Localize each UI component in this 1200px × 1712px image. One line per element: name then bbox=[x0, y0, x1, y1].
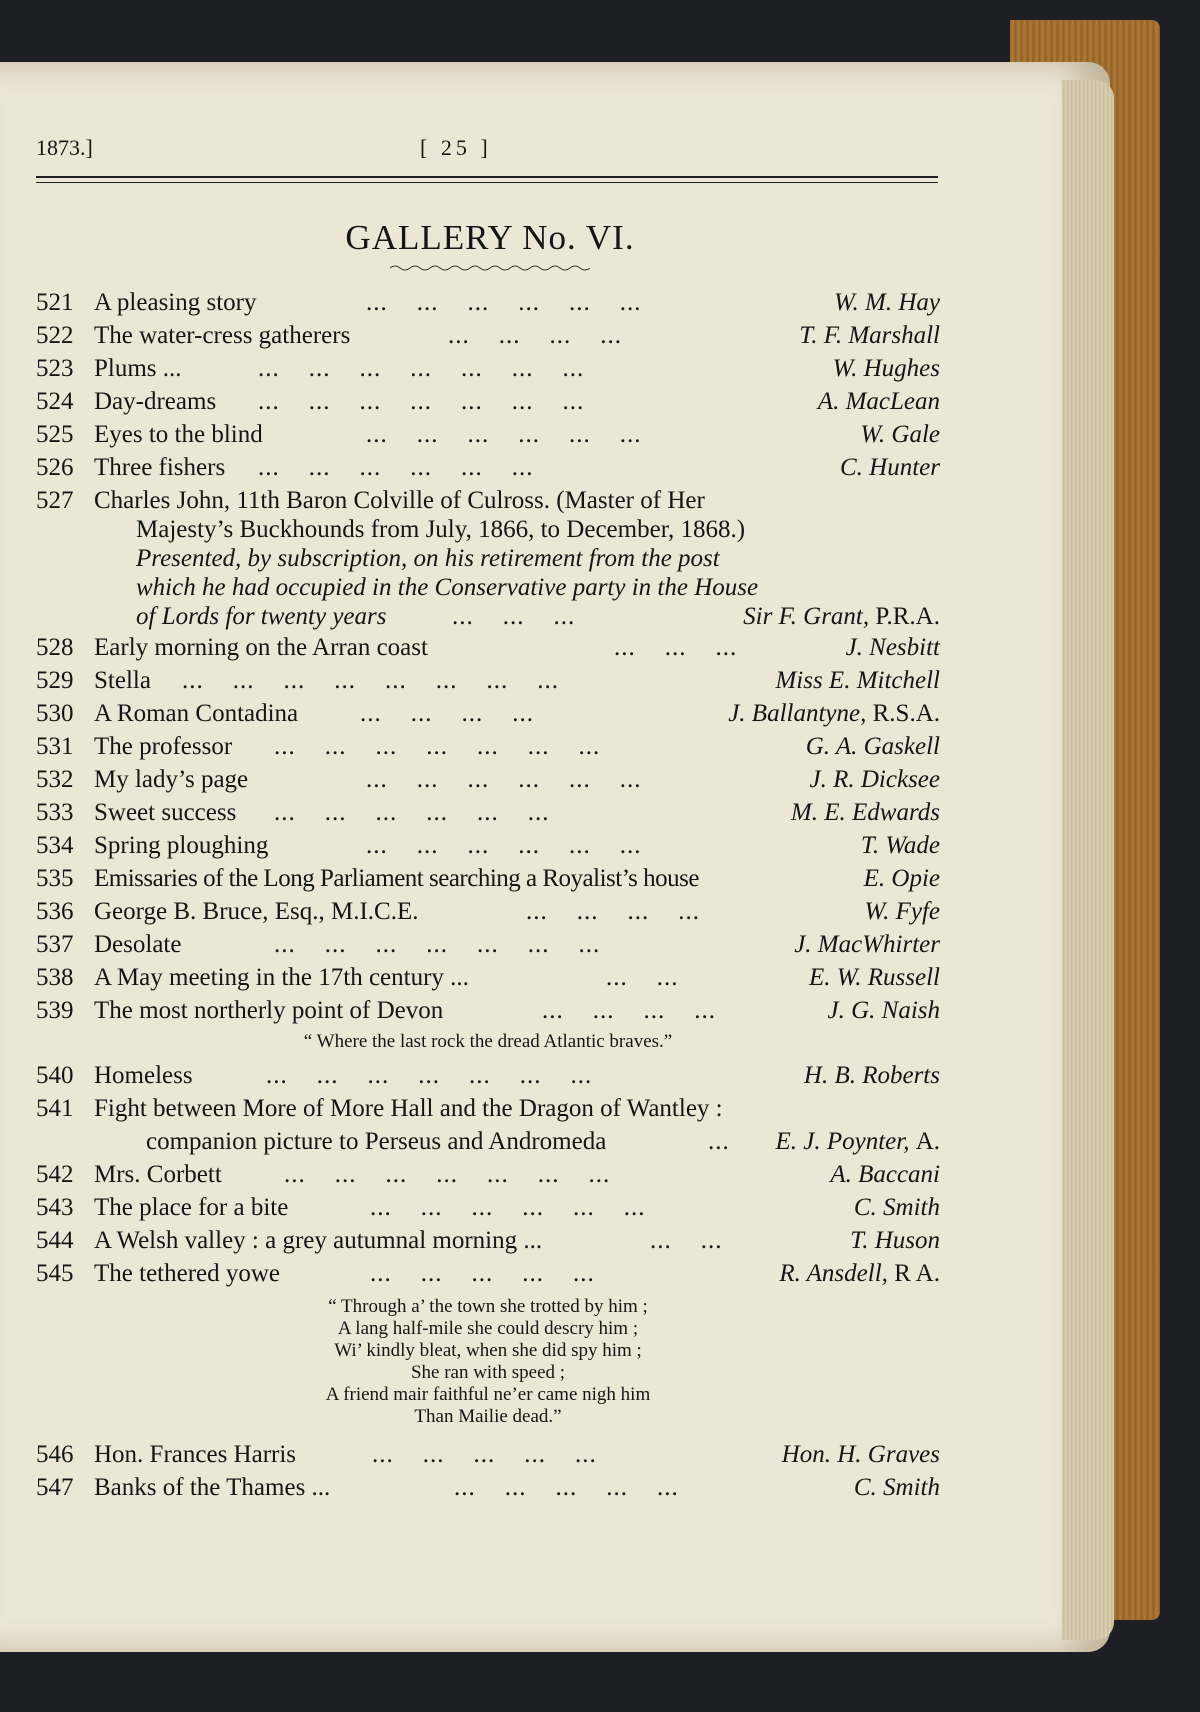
leader-dots: ... ... ... ... bbox=[542, 997, 716, 1024]
entry-artist: E. W. Russell bbox=[808, 964, 940, 991]
leader-dots: ... ... ... ... ... ... ... ... bbox=[182, 667, 559, 694]
entry-title: The tethered yowe bbox=[94, 1260, 281, 1287]
entry-artist: A. MacLean bbox=[817, 388, 940, 415]
entry-artist: T. Huson bbox=[850, 1227, 940, 1254]
entry-number: 536 bbox=[36, 898, 74, 925]
entry-number: 529 bbox=[36, 667, 74, 694]
catalogue-entry bbox=[36, 352, 940, 385]
leader-dots: ... ... ... ... ... ... ... bbox=[284, 1161, 611, 1188]
leader-dots: ... ... ... ... ... ... ... bbox=[258, 355, 585, 382]
entry-artist: W. Fyfe bbox=[864, 898, 940, 925]
entry-note: Presented, by subscription, on his retirement from the post bbox=[136, 545, 720, 572]
entry-title: Desolate bbox=[94, 931, 182, 958]
catalogue-entry bbox=[36, 1191, 940, 1224]
entry-title: Sweet success bbox=[94, 799, 237, 826]
leader-dots: ... ... ... ... ... ... bbox=[366, 766, 642, 793]
running-head-page: [ 25 ] bbox=[420, 135, 492, 160]
catalogue-entry bbox=[36, 1158, 940, 1191]
entry-artist: R. Ansdell, R A. bbox=[779, 1260, 940, 1287]
entry-artist: T. Wade bbox=[860, 832, 940, 859]
leader-dots: ... ... ... bbox=[452, 603, 576, 630]
leader-dots: ... ... ... ... ... ... bbox=[274, 799, 550, 826]
entry-number: 531 bbox=[36, 733, 74, 760]
entry-number: 546 bbox=[36, 1441, 74, 1468]
entry-artist: J. R. Dicksee bbox=[809, 766, 940, 793]
catalogue-entry bbox=[36, 385, 940, 418]
entry-note: of Lords for twenty years bbox=[136, 603, 387, 630]
leader-dots: ... ... ... ... ... ... ... bbox=[274, 931, 601, 958]
entry-number: 539 bbox=[36, 997, 74, 1024]
catalogue-entry bbox=[36, 319, 940, 352]
entry-artist: C. Hunter bbox=[840, 454, 940, 481]
catalogue-list bbox=[36, 286, 940, 1504]
leader-dots: ... ... ... ... ... bbox=[372, 1441, 597, 1468]
catalogue-entry bbox=[36, 451, 940, 484]
catalogue-entry bbox=[36, 796, 940, 829]
leader-dots: ... ... ... ... ... bbox=[370, 1260, 595, 1287]
entry-title: My lady’s page bbox=[94, 766, 249, 793]
catalogue-entry bbox=[36, 664, 940, 697]
catalogue-entry bbox=[36, 631, 940, 664]
entry-artist: W. M. Hay bbox=[833, 289, 940, 316]
poem-line: A lang half-mile she could descry him ; bbox=[337, 1318, 639, 1339]
entry-number: 521 bbox=[36, 289, 74, 316]
entry-number: 526 bbox=[36, 454, 74, 481]
catalogue-entry bbox=[36, 763, 940, 796]
catalogue-entry bbox=[36, 1257, 940, 1290]
entry-title-continued: companion picture to Perseus and Andromeda bbox=[146, 1128, 607, 1155]
entry-title: A May meeting in the 17th century ... bbox=[94, 964, 469, 991]
entry-quote: “ Where the last rock the dread Atlantic braves.” bbox=[303, 1031, 673, 1052]
entry-title: Stella bbox=[94, 667, 151, 694]
entry-number: 522 bbox=[36, 322, 74, 349]
poem-line: A friend mair faithful ne’er came nigh him bbox=[325, 1384, 651, 1405]
entry-title: Homeless bbox=[94, 1062, 193, 1089]
entry-title: The water-cress gatherers bbox=[94, 322, 351, 349]
entry-title: Banks of the Thames ... bbox=[94, 1474, 331, 1501]
entry-artist: H. B. Roberts bbox=[803, 1062, 940, 1089]
catalogue-entry bbox=[36, 895, 940, 928]
entry-number: 528 bbox=[36, 634, 74, 661]
entry-title: A Welsh valley : a grey autumnal morning ... bbox=[94, 1227, 543, 1254]
entry-number: 534 bbox=[36, 832, 74, 859]
entry-number: 544 bbox=[36, 1227, 74, 1254]
entry-title: Charles John, 11th Baron Colville of Culross. (Master of Her bbox=[94, 487, 705, 514]
entry-number: 547 bbox=[36, 1474, 74, 1501]
entry-title: The professor bbox=[94, 733, 233, 760]
catalogue-entry bbox=[36, 1471, 940, 1504]
catalogue-entry bbox=[36, 1059, 940, 1092]
catalogue-entry bbox=[36, 1438, 940, 1471]
entry-title: Three fishers bbox=[94, 454, 226, 481]
poem-line: “ Through a’ the town she trotted by him ; bbox=[328, 1296, 648, 1317]
entry-title: A Roman Contadina bbox=[94, 700, 299, 727]
entry-title: Fight between More of More Hall and the Dragon of Wantley : bbox=[94, 1095, 723, 1122]
catalogue-entry bbox=[36, 994, 940, 1027]
title-ornament bbox=[390, 264, 590, 272]
catalogue-entry-541 bbox=[36, 1092, 940, 1158]
entry-title-continued: Majesty’s Buckhounds from July, 1866, to December, 1868.) bbox=[136, 516, 746, 543]
catalogue-entry bbox=[36, 862, 940, 895]
gallery-title: GALLERY No. VI. bbox=[345, 218, 635, 257]
leader-dots: ... ... ... ... ... ... bbox=[258, 454, 534, 481]
leader-dots: ... bbox=[708, 1128, 730, 1155]
entry-title: The most northerly point of Devon bbox=[94, 997, 444, 1024]
catalogue-entry bbox=[36, 730, 940, 763]
entry-artist: C. Smith bbox=[853, 1194, 940, 1221]
catalogue-entry bbox=[36, 829, 940, 862]
entry-number: 527 bbox=[36, 487, 74, 514]
entry-title: Mrs. Corbett bbox=[94, 1161, 222, 1188]
leader-dots: ... ... ... ... ... ... bbox=[370, 1194, 646, 1221]
entry-note: which he had occupied in the Conservative party in the House bbox=[136, 574, 759, 601]
leader-dots: ... ... ... ... ... ... bbox=[366, 832, 642, 859]
entry-number: 525 bbox=[36, 421, 74, 448]
entry-number: 535 bbox=[36, 865, 74, 892]
entry-artist: W. Hughes bbox=[832, 355, 940, 382]
entry-artist: T. F. Marshall bbox=[799, 322, 940, 349]
entry-artist: W. Gale bbox=[860, 421, 940, 448]
entry-title: George B. Bruce, Esq., M.I.C.E. bbox=[94, 898, 419, 925]
leader-dots: ... ... ... ... ... ... ... bbox=[274, 733, 601, 760]
leader-dots: ... ... ... ... ... ... bbox=[366, 289, 642, 316]
leader-dots: ... ... bbox=[606, 964, 679, 991]
catalogue-entry bbox=[36, 961, 940, 994]
page-edges bbox=[1062, 80, 1114, 1640]
poem-line: She ran with speed ; bbox=[410, 1362, 566, 1383]
entry-artist: Miss E. Mitchell bbox=[775, 667, 940, 694]
poem-line: Wi’ kindly bleat, when she did spy him ; bbox=[334, 1340, 642, 1361]
entry-number: 533 bbox=[36, 799, 74, 826]
entry-title: A pleasing story bbox=[94, 289, 257, 316]
header-rule bbox=[36, 176, 938, 178]
catalogue-entry bbox=[36, 928, 940, 961]
entry-number: 543 bbox=[36, 1194, 74, 1221]
leader-dots: ... ... ... bbox=[614, 634, 738, 661]
entry-title: Eyes to the blind bbox=[94, 421, 263, 448]
entry-number: 523 bbox=[36, 355, 74, 382]
entry-artist: J. Nesbitt bbox=[845, 634, 940, 661]
entry-artist: Sir F. Grant, P.R.A. bbox=[743, 603, 940, 630]
leader-dots: ... ... bbox=[650, 1227, 723, 1254]
leader-dots: ... ... ... ... ... bbox=[454, 1474, 679, 1501]
entry-artist: E. J. Poynter, A. bbox=[775, 1128, 940, 1155]
entry-number: 532 bbox=[36, 766, 74, 793]
catalogue-entry bbox=[36, 697, 940, 730]
entry-number: 530 bbox=[36, 700, 74, 727]
catalogue-entry bbox=[36, 1224, 940, 1257]
entry-artist: J. G. Naish bbox=[827, 997, 940, 1024]
entry-artist: J. Ballantyne, R.S.A. bbox=[728, 700, 940, 727]
entry-artist: C. Smith bbox=[853, 1474, 940, 1501]
leader-dots: ... ... ... ... bbox=[448, 322, 622, 349]
entry-artist: E. Opie bbox=[863, 865, 940, 892]
leader-dots: ... ... ... ... ... ... bbox=[366, 421, 642, 448]
catalogue-entry-527 bbox=[36, 484, 940, 631]
entry-title: Spring ploughing bbox=[94, 832, 269, 859]
catalogue-entry bbox=[36, 286, 940, 319]
entry-artist: Hon. H. Graves bbox=[781, 1441, 940, 1468]
running-head-year: 1873.] bbox=[36, 135, 93, 160]
entry-number: 541 bbox=[36, 1095, 74, 1122]
entry-number: 538 bbox=[36, 964, 74, 991]
entry-title: Emissaries of the Long Parliament searching a Royalist’s house bbox=[94, 865, 699, 892]
entry-title: Plums ... bbox=[94, 355, 182, 382]
leader-dots: ... ... ... ... bbox=[526, 898, 700, 925]
poem-quote bbox=[36, 1290, 940, 1438]
catalogue-entry bbox=[36, 418, 940, 451]
leader-dots: ... ... ... ... bbox=[360, 700, 534, 727]
entry-number: 545 bbox=[36, 1260, 74, 1287]
entry-title: Early morning on the Arran coast bbox=[94, 634, 428, 661]
entry-number: 537 bbox=[36, 931, 74, 958]
leader-dots: ... ... ... ... ... ... ... bbox=[266, 1062, 593, 1089]
entry-artist: A. Baccani bbox=[830, 1161, 940, 1188]
entry-title: Day-dreams bbox=[94, 388, 217, 415]
entry-artist: J. MacWhirter bbox=[794, 931, 940, 958]
entry-number: 540 bbox=[36, 1062, 74, 1089]
header-rule-thin bbox=[36, 182, 938, 183]
entry-number: 542 bbox=[36, 1161, 74, 1188]
leader-dots: ... ... ... ... ... ... ... bbox=[258, 388, 585, 415]
poem-line: Than Mailie dead.” bbox=[414, 1406, 562, 1427]
entry-title: Hon. Frances Harris bbox=[94, 1441, 297, 1468]
entry-artist: G. A. Gaskell bbox=[805, 733, 940, 760]
entry-title: The place for a bite bbox=[94, 1194, 289, 1221]
entry-number: 524 bbox=[36, 388, 74, 415]
entry-artist: M. E. Edwards bbox=[790, 799, 940, 826]
